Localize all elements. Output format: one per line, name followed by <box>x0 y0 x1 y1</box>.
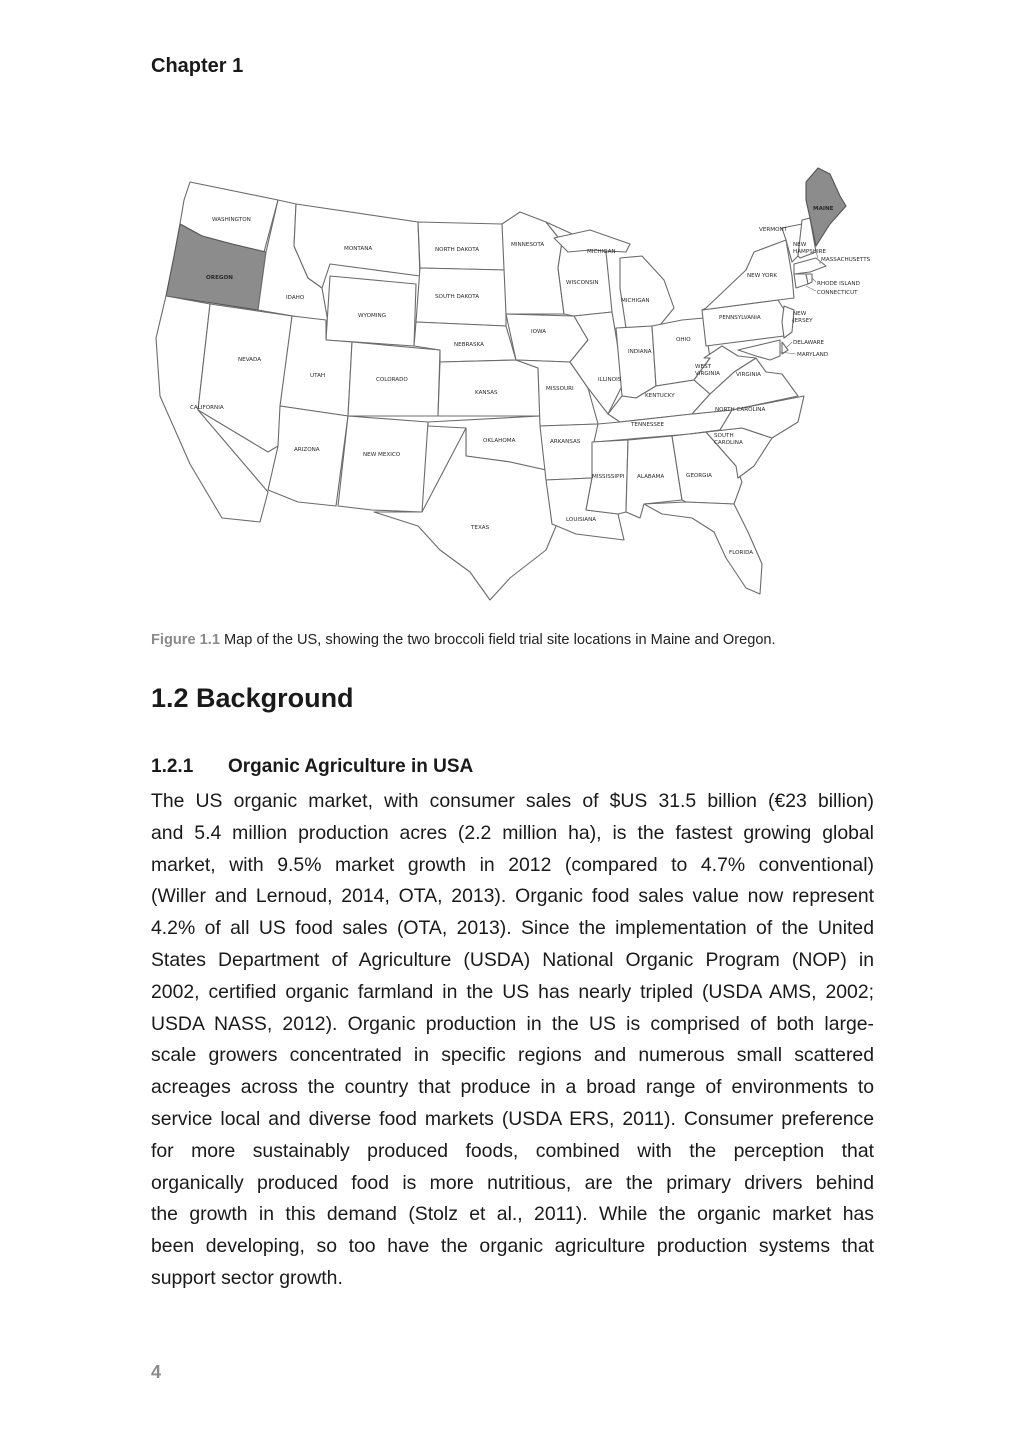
paragraph-line: organically produced food is more nutritious, are the primary drivers behind <box>151 1171 874 1194</box>
label-colorado: COLORADO <box>376 377 408 383</box>
label-mississippi: MISSISSIPPI <box>592 474 625 480</box>
paragraph-line: and 5.4 million production acres (2.2 million ha), is the fastest growing global <box>151 821 874 844</box>
label-north-dakota: NORTH DAKOTA <box>435 247 480 253</box>
label-south-carolina-1: SOUTH <box>714 433 734 439</box>
subsection-title: Organic Agriculture in USA <box>228 756 474 777</box>
label-nebraska: NEBRASKA <box>454 342 484 348</box>
chapter-heading: Chapter 1 <box>151 55 244 77</box>
label-iowa: IOWA <box>531 329 547 335</box>
paragraph-line: USDA NASS, 2012). Organic production in the US is comprised of both large- <box>151 1012 874 1035</box>
label-kansas: KANSAS <box>475 390 498 396</box>
label-indiana: INDIANA <box>628 349 652 355</box>
figure-label: Figure 1.1 <box>151 632 220 648</box>
label-south-carolina-2: CAROLINA <box>714 440 743 446</box>
label-arkansas: ARKANSAS <box>550 439 581 445</box>
label-idaho: IDAHO <box>286 295 305 301</box>
label-washington: WASHINGTON <box>212 217 251 223</box>
label-west-virginia-1: WEST <box>695 364 712 370</box>
label-south-dakota: SOUTH DAKOTA <box>435 294 480 300</box>
label-california: CALIFORNIA <box>190 405 224 411</box>
label-illinois: ILLINOIS <box>598 377 622 383</box>
state-michigan <box>620 256 674 330</box>
label-arizona: ARIZONA <box>294 447 320 453</box>
label-tennessee: TENNESSEE <box>631 422 665 428</box>
paragraph-line: acreages across the country that produce in a broad range of environments to <box>151 1076 874 1099</box>
subsection-number: 1.2.1 <box>151 756 194 777</box>
paragraph-line: been developing, so too have the organic agriculture production systems that <box>151 1235 874 1258</box>
state-new-mexico <box>338 416 428 512</box>
section-title: 1.2 Background <box>151 683 354 713</box>
label-vermont: VERMONT <box>759 227 788 233</box>
label-georgia: GEORGIA <box>686 473 712 479</box>
paragraph-line: for more sustainably produced foods, combined with the perception that <box>151 1139 874 1162</box>
label-missouri: MISSOURI <box>546 386 574 392</box>
label-oregon: OREGON <box>206 275 233 281</box>
label-alabama: ALABAMA <box>637 474 665 480</box>
paragraph-line: scale growers concentrated in specific regions and numerous small scattered <box>151 1044 874 1067</box>
state-indiana <box>616 326 656 398</box>
label-pennsylvania: PENNSYLVANIA <box>719 315 761 321</box>
paragraph-line: support sector growth. <box>151 1266 343 1289</box>
label-minnesota: MINNESOTA <box>511 242 545 248</box>
label-new-hampshire-2: HAMPSHIRE <box>793 249 827 255</box>
page-number: 4 <box>151 1362 162 1382</box>
label-maryland: MARYLAND <box>797 352 829 358</box>
state-kansas <box>438 360 540 416</box>
label-michigan: MICHIGAN <box>621 298 650 304</box>
label-utah: UTAH <box>310 373 326 379</box>
us-map <box>150 160 880 605</box>
paragraph-line: States Department of Agriculture (USDA) National Organic Program (NOP) in <box>151 948 874 971</box>
label-ohio: OHIO <box>676 337 691 343</box>
us-map-figure <box>150 160 880 605</box>
paragraph-line: (Willer and Lernoud, 2014, OTA, 2013). Organic food sales value now represent <box>151 885 874 908</box>
label-north-carolina: NORTH CAROLINA <box>715 407 766 413</box>
state-wyoming <box>326 276 416 346</box>
label-new-york: NEW YORK <box>747 273 778 279</box>
label-texas: TEXAS <box>471 525 490 531</box>
state-arkansas <box>540 424 598 480</box>
figure-caption-text: Map of the US, showing the two broccoli field trial site locations in Maine and Oregon. <box>224 632 776 648</box>
label-florida: FLORIDA <box>729 550 754 556</box>
label-nevada: NEVADA <box>238 357 262 363</box>
label-michigan-up: MICHIGAN <box>587 249 616 255</box>
state-arizona <box>268 406 348 506</box>
label-louisiana: LOUISIANA <box>566 517 597 523</box>
label-virginia: VIRGINIA <box>736 372 762 378</box>
paragraph-line: The US organic market, with consumer sales of $US 31.5 billion (€23 billion) <box>151 790 874 812</box>
label-maine: MAINE <box>813 206 834 212</box>
figure-caption <box>151 632 776 648</box>
label-rhode-island: RHODE ISLAND <box>817 281 860 287</box>
label-kentucky: KENTUCKY <box>645 393 675 399</box>
label-new-mexico: NEW MEXICO <box>363 452 401 458</box>
body-paragraph <box>151 786 874 1295</box>
paragraph-line: 4.2% of all US food sales (OTA, 2013). Since the implementation of the United <box>151 917 874 940</box>
label-montana: MONTANA <box>344 246 373 252</box>
label-new-jersey-1: NEW <box>793 311 807 317</box>
state-north-dakota <box>418 222 506 270</box>
label-new-jersey-2: JERSEY <box>793 318 813 324</box>
label-connecticut: CONNECTICUT <box>817 290 858 296</box>
paragraph-line: service local and diverse food markets (USDA ERS, 2011). Consumer preference <box>151 1107 874 1130</box>
label-massachusetts: MASSACHUSETTS <box>821 257 871 263</box>
paragraph-line: market, with 9.5% market growth in 2012 (compared to 4.7% conventional) <box>151 853 874 876</box>
label-delaware: DELAWARE <box>793 340 825 346</box>
label-new-hampshire-1: NEW <box>793 242 807 248</box>
label-west-virginia-2: VIRGINIA <box>695 371 721 377</box>
label-oklahoma: OKLAHOMA <box>483 438 516 444</box>
state-florida <box>644 502 762 594</box>
subsection-heading <box>151 756 473 778</box>
label-wisconsin: WISCONSIN <box>566 280 599 286</box>
label-wyoming: WYOMING <box>358 313 387 319</box>
paragraph-line: 2002, certified organic farmland in the US has nearly tripled (USDA AMS, 2002; <box>151 980 874 1003</box>
paragraph-line: the growth in this demand (Stolz et al., 2011). While the organic market has <box>151 1203 874 1226</box>
